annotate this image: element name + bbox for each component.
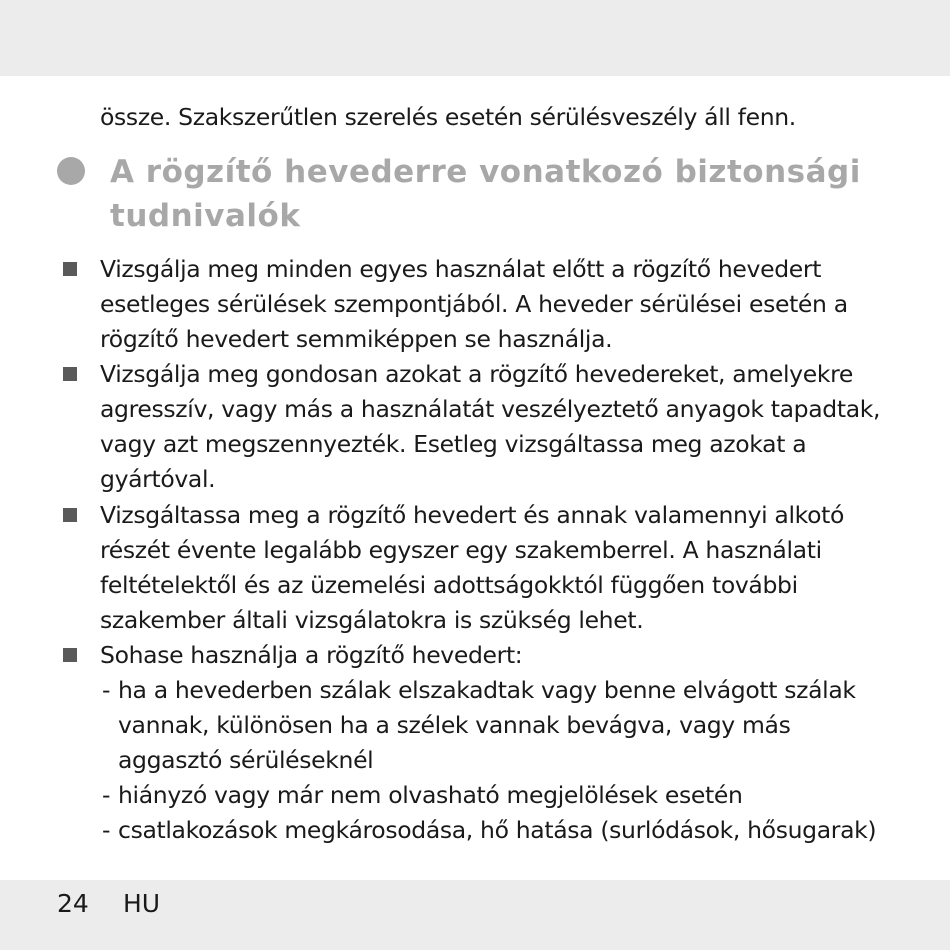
heading-bullet-icon [57,157,85,185]
top-band [0,0,950,76]
list-item-line: részét évente legalább egyszer egy szakemberrel. A használati [100,536,822,564]
dash-marker: - [102,781,111,809]
sub-list-item-line: aggasztó sérüléseknél [118,746,374,774]
sub-list-item [102,778,743,813]
square-bullet-icon [63,367,77,381]
sub-list-item [102,673,856,778]
list-item-line: Sohase használja a rögzítő hevedert: [100,641,523,669]
language-code: HU [123,889,161,918]
page-number: 24 [57,889,89,918]
list-item-line: Vizsgálja meg minden egyes használat előtt a rögzítő hevedert [100,255,822,283]
sub-list-item-line: vannak, különösen ha a szélek vannak bevágva, vagy más [118,711,791,739]
square-bullet-icon [63,508,77,522]
list-item-line: feltételektől és az üzemelési adottságokktól függően további [100,571,798,599]
sub-list-item-line: ha a hevederben szálak elszakadtak vagy benne elvágott szálak [118,676,856,704]
dash-marker: - [102,676,111,704]
list-item-line: vagy azt megszennyezték. Esetleg vizsgáltassa meg azokat a [100,430,807,458]
sub-list-item [102,813,876,848]
list-item [100,498,844,638]
page-footer [57,886,160,922]
section-heading-line-2: tudnivalók [110,198,301,234]
dash-marker: - [102,816,111,844]
list-item-line: rögzítő hevedert semmiképpen se használja. [100,325,613,353]
section-heading [110,150,861,238]
lead-text: össze. Szakszerűtlen szerelés esetén sérülésveszély áll fenn. [100,103,796,131]
square-bullet-icon [63,262,77,276]
square-bullet-icon [63,648,77,662]
list-item-line: agresszív, vagy más a használatát veszélyeztető anyagok tapadtak, [100,395,881,423]
list-item [100,357,880,497]
list-item-line: Vizsgálja meg gondosan azokat a rögzítő hevedereket, amelyekre [100,360,854,388]
list-item-line: Vizsgáltassa meg a rögzítő hevedert és annak valamennyi alkotó [100,501,844,529]
list-item-line: esetleges sérülések szempontjából. A heveder sérülései esetén a [100,290,848,318]
sub-list-item-line: hiányzó vagy már nem olvasható megjelölések esetén [118,781,743,809]
section-heading-line-1: A rögzítő hevederre vonatkozó biztonsági [110,154,861,190]
list-item [100,252,848,357]
list-item-line: szakember általi vizsgálatokra is szükség lehet. [100,606,644,634]
sub-list-item-line: csatlakozások megkárosodása, hő hatása (surlódások, hősugarak) [118,816,877,844]
list-item [100,638,522,673]
list-item-line: gyártóval. [100,465,216,493]
